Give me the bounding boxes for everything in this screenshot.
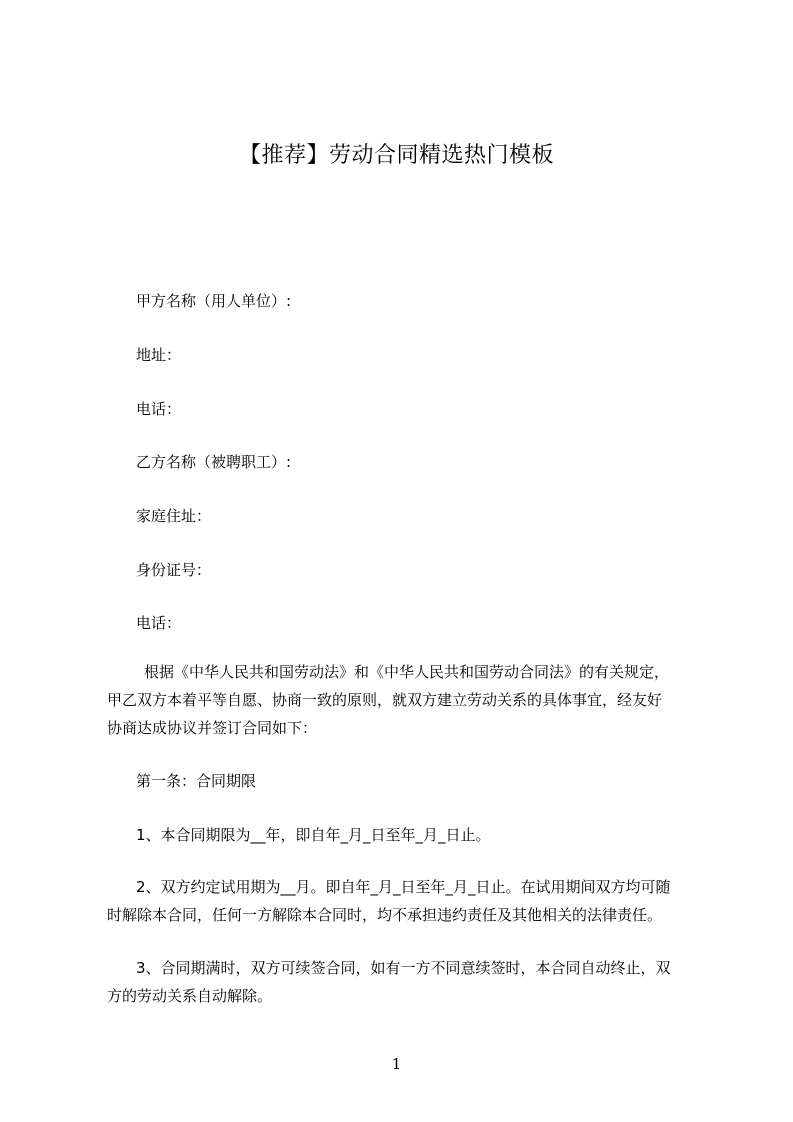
party-b-phone-field: 电话： [136, 614, 182, 632]
document-title: 【推荐】劳动合同精选热门模板 [238, 143, 554, 168]
party-b-id-number-field: 身份证号： [136, 561, 212, 579]
preamble-line-2: 甲乙双方本着平等自愿、协商一致的原则，就双方建立劳动关系的具体事宜，经友好 [107, 691, 663, 709]
article-1-clause-3-line-2: 方的劳动关系自动解除。 [107, 987, 273, 1005]
article-1-clause-2-line-1: 2、双方约定试用期为__月。即自年_月_日至年_月_日止。在试用期间双方均可随 [136, 878, 671, 896]
party-a-phone-field: 电话： [136, 400, 182, 418]
preamble-line-1: 根据《中华人民共和国劳动法》和《中华人民共和国劳动合同法》的有关规定， [144, 663, 670, 681]
article-1-heading: 第一条：合同期限 [136, 772, 257, 790]
article-1-clause-2-line-2: 时解除本合同，任何一方解除本合同时，均不承担违约责任及其他相关的法律责任。 [107, 906, 663, 924]
article-1-clause-1: 1、本合同期限为__年，即自年_月_日至年_月_日止。 [136, 826, 491, 844]
party-b-name-field: 乙方名称（被聘职工）: [136, 453, 292, 471]
party-a-name-field: 甲方名称（用人单位）: [136, 292, 292, 310]
party-a-address-field: 地址： [136, 346, 182, 364]
party-b-home-address-field: 家庭住址： [136, 507, 212, 525]
article-1-clause-3-line-1: 3、合同期满时，双方可续签合同，如有一方不同意续签时，本合同自动终止，双 [136, 959, 671, 977]
preamble-line-3: 协商达成协议并签订合同如下： [107, 719, 318, 737]
page-number: 1 [391, 1055, 402, 1073]
